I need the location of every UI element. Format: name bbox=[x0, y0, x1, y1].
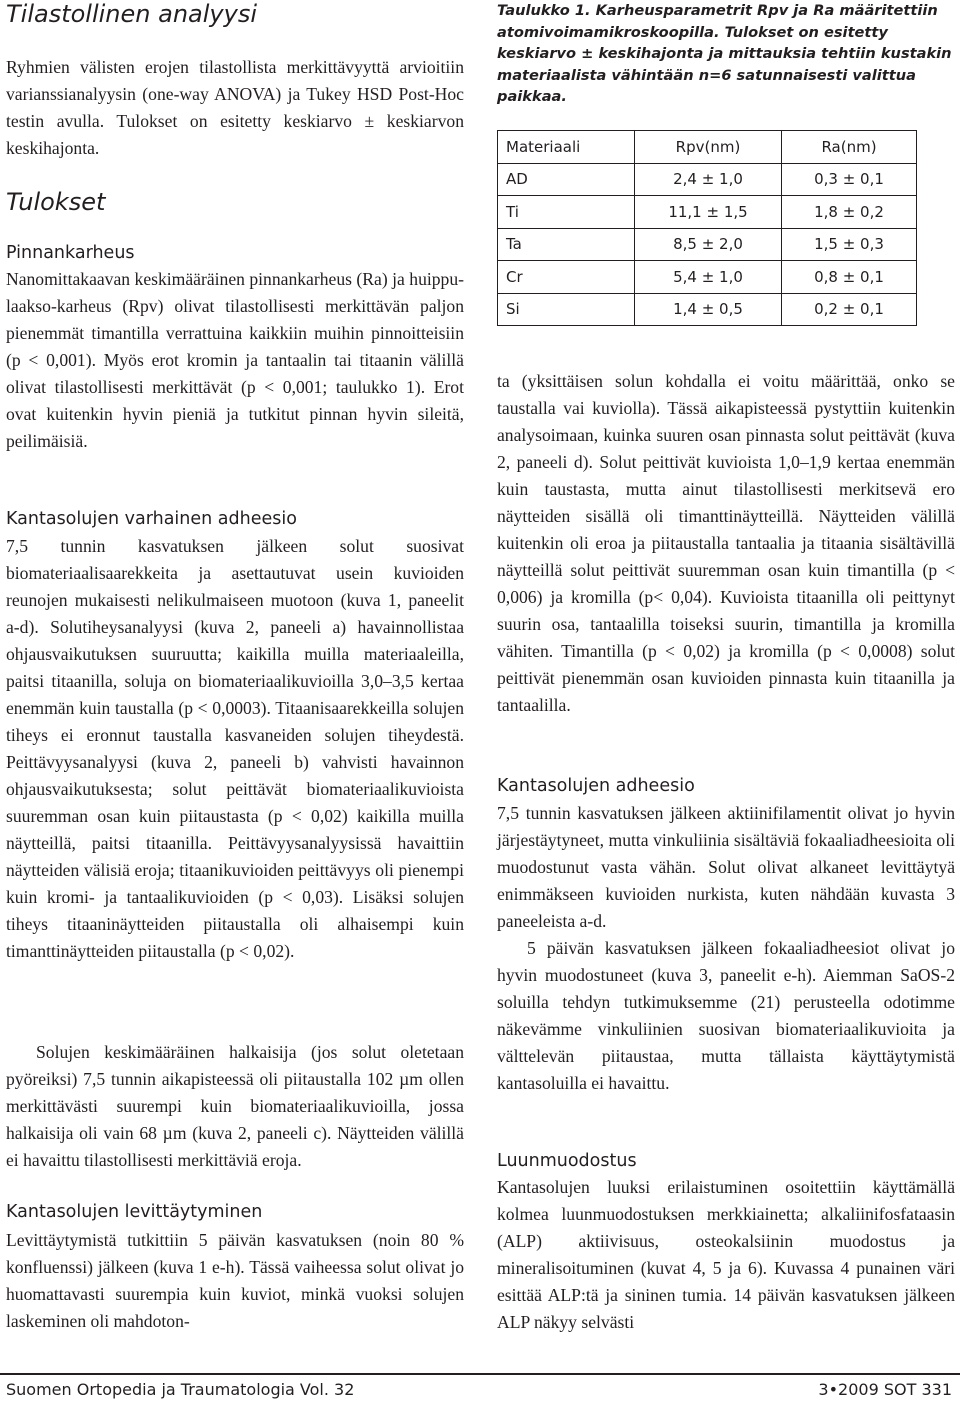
table-row bbox=[498, 163, 917, 196]
heading-bone-formation: Luunmuodostus bbox=[497, 1151, 637, 1171]
table-cell: 0,3 ± 0,1 bbox=[782, 163, 917, 196]
table-row bbox=[498, 261, 917, 294]
paragraph-spreading: Levittäytymistä tutkittiin 5 päivän kasvatuksen (noin 80 % konfluenssi) jälkeen (kuva 1 e-h). Tässä vaiheessa solut olivat jo huomattavasti suurempia kuin kuviot, minkä vuoksi solujen laskeminen oli mahdoton- bbox=[6, 1230, 464, 1331]
section-title-results: Tulokset bbox=[6, 188, 106, 216]
paragraph-early-adhesion: 7,5 tunnin kasvatuksen jälkeen solut suosivat biomateriaalisaarekkeita ja asettautuvat usein kuvioiden reunojen mukaisesti nelikulmaiseen muotoon (kuva 1, paneelit a-d). Solutiheysanalyysi (kuva 2, paneeli a) havainnollistaa ohjausvaikutuksen suuruutta; kaikilla muilla materiaaleilla, paitsi titaanilla, soluja on biomateriaalikuvioilla 3,0–3,5 kertaa enemmän kuin taustalla (p < 0,0003). Titaanisaarekkeilla solujen tiheys ei eronnut taustalla kasvaneiden solujen tiheydestä. Peittävyysanalyysi (kuva 2, paneeli b) vahvisti havainnon ohjausvaikutuksesta; solut peittävät biomateriaalikuvioista suuremman osan kuin piitaustasta (p < 0,02) kaikilla muilla näytteillä, paitsi titaanilla. Peittävyysanalyysissä havaittiin näytteiden välisiä eroja; titaanikuvioiden peittävyys oli pienempi kuin kromi- ja tantaalikuvioiden (p < 0,03). Lisäksi solujen tiheys titaaninäytteiden piitaustalla oli alhaisempi kuin timanttinäytteiden piitaustalla (p < 0,02). bbox=[6, 536, 464, 961]
paragraph-bone-formation: Kantasolujen luuksi erilaistuminen osoitettiin käyttämällä kolmea luunmuodostuksen merkkiainetta; alkaliinifosfataasin (ALP) aktiivisuus, osteokalsiinin muodostus ja mineralisoituminen (kuvat 4, 5 ja 6). Kuvassa 4 punainen väri esittää ALP:tä ja sininen tumia. 14 päivän kasvatuksen jälkeen ALP näkyy selvästi bbox=[497, 1177, 955, 1332]
heading-roughness: Pinnankarheus bbox=[6, 243, 135, 263]
table-header-row bbox=[498, 131, 917, 164]
footer-issue-page: 3•2009 SOT 331 bbox=[818, 1380, 952, 1399]
table-caption: Taulukko 1. Karheusparametrit Rpv ja Ra määritettiin atomivoimamikroskoopilla. Tulokset on esitetty keskiarvo ± keskihajonta ja mittauksia tehtiin kustakin materiaalista vähintään n=6 satunnaisesti valittua paikkaa. bbox=[497, 2, 952, 105]
heading-spreading: Kantasolujen levittäytyminen bbox=[6, 1202, 263, 1222]
table-cell: 1,8 ± 0,2 bbox=[782, 196, 917, 229]
table-cell: 0,2 ± 0,1 bbox=[782, 293, 917, 326]
paragraph-cell-diameter: Solujen keskimääräinen halkaisija (jos solut oletetaan pyöreiksi) 7,5 tunnin aikapisteessä oli piitaustalla 102 µm ollen merkittävästi suurempi kuin biomateriaalikuvioilla, jossa halkaisija oli vain 68 µm (kuva 2, paneeli c). Näytteiden välillä ei havaittu tilastollisesti merkittäviä eroja. bbox=[6, 1042, 464, 1170]
table-row bbox=[498, 228, 917, 261]
paragraph-roughness: Nanomittakaavan keskimääräinen pinnankarheus (Ra) ja huippu-laakso-karheus (Rpv) olivat tilastollisesti merkittävän paljon pienemmät timantilla verrattuina kaikkiin muihin pinnoitteisiin (p < 0,001). Myös erot kromin ja tantaalin tai titaanin välillä olivat tilastollisesti merkittävät (p < 0,001; taulukko 1). Erot ovat kuitenkin hyvin pieniä ja tutkitut pinnan hyvin sileitä, peilimäisiä. bbox=[6, 269, 464, 451]
table-header-cell: Rpv(nm) bbox=[635, 131, 782, 164]
table-cell: Ti bbox=[498, 196, 635, 229]
table-cell: 8,5 ± 2,0 bbox=[635, 228, 782, 261]
paragraph-adhesion-1: 7,5 tunnin kasvatuksen jälkeen aktiinifilamentit olivat jo hyvin järjestäytyneet, mutta vinkuliinia sisältäviä fokaaliadheesioita oli muodostunut vasta vähän. Solut olivat alkaneet levittäytyä enimmäkseen kuvioiden nurkista, kuten nähdään kuvasta 3 paneeleista a-d. bbox=[497, 803, 955, 931]
table-header-cell: Materiaali bbox=[498, 131, 635, 164]
footer-rule bbox=[0, 1373, 960, 1375]
section-title-statistics: Tilastollinen analyysi bbox=[6, 0, 257, 28]
table-cell: 1,4 ± 0,5 bbox=[635, 293, 782, 326]
table-cell: Cr bbox=[498, 261, 635, 294]
roughness-table bbox=[497, 130, 917, 326]
table-cell: Si bbox=[498, 293, 635, 326]
table-cell: 2,4 ± 1,0 bbox=[635, 163, 782, 196]
paragraph-statistics: Ryhmien välisten erojen tilastollista merkittävyyttä arvioitiin varianssianalyysin (one-way ANOVA) ja Tukey HSD Post-Hoc testin avulla. Tulokset on esitetty keskiarvo ± keskiarvon keskihajonta. bbox=[6, 57, 464, 158]
table-cell: 11,1 ± 1,5 bbox=[635, 196, 782, 229]
heading-adhesion: Kantasolujen adheesio bbox=[497, 776, 695, 796]
footer-journal: Suomen Ortopedia ja Traumatologia Vol. 32 bbox=[6, 1380, 355, 1399]
table-row bbox=[498, 293, 917, 326]
table-cell: 5,4 ± 1,0 bbox=[635, 261, 782, 294]
table-row bbox=[498, 196, 917, 229]
table-cell: Ta bbox=[498, 228, 635, 261]
heading-early-adhesion: Kantasolujen varhainen adheesio bbox=[6, 509, 297, 529]
paragraph-coverage: ta (yksittäisen solun kohdalla ei voitu määrittää, onko se taustalla vai kuviolla). Tässä aikapisteessä pystyttiin kuitenkin analysoimaan, kuinka suuren osan pinnasta solut peittävät (kuva 2, paneeli d). Solut peittivät kuvioista 1,0–1,9 kertaa enemmän kuin taustasta, mutta ainut tilastollisesti merkitsevä ero näytteiden sisällä oli timanttinäytteillä. Näytteiden välillä kuitenkin oli eroa ja piitaustalla tantaalia ja titaania sisältävillä näytteillä solut peittivät suuremman osan kuin timantilla (p < 0,006) ja kromilla (p< 0,04). Kuvioista titaanilla oli peittynyt suurin osa, tantaalilla toiseksi suurin, timantilla ja kromilla vähiten. Timantilla (p < 0,02) ja kromilla (p < 0,0008) solut peittivät pienemmän osan kuvioiden pinnasta kuin titaanilla ja tantaalilla. bbox=[497, 371, 955, 715]
table-header-cell: Ra(nm) bbox=[782, 131, 917, 164]
paragraph-adhesion-2: 5 päivän kasvatuksen jälkeen fokaaliadheesiot olivat jo hyvin muodostuneet (kuva 3, paneelit e-h). Aiemman SaOS-2 soluilla tehdyn tutkimuksemme (21) perusteella odotimme näkevämme vinkuliinien suosivan biomateriaalikuvioita ja välttelevän piitaustaa, mutta tällaista käyttäytymistä kantasoluilla ei havaittu. bbox=[497, 938, 955, 1093]
table-cell: AD bbox=[498, 163, 635, 196]
table-cell: 0,8 ± 0,1 bbox=[782, 261, 917, 294]
table-cell: 1,5 ± 0,3 bbox=[782, 228, 917, 261]
